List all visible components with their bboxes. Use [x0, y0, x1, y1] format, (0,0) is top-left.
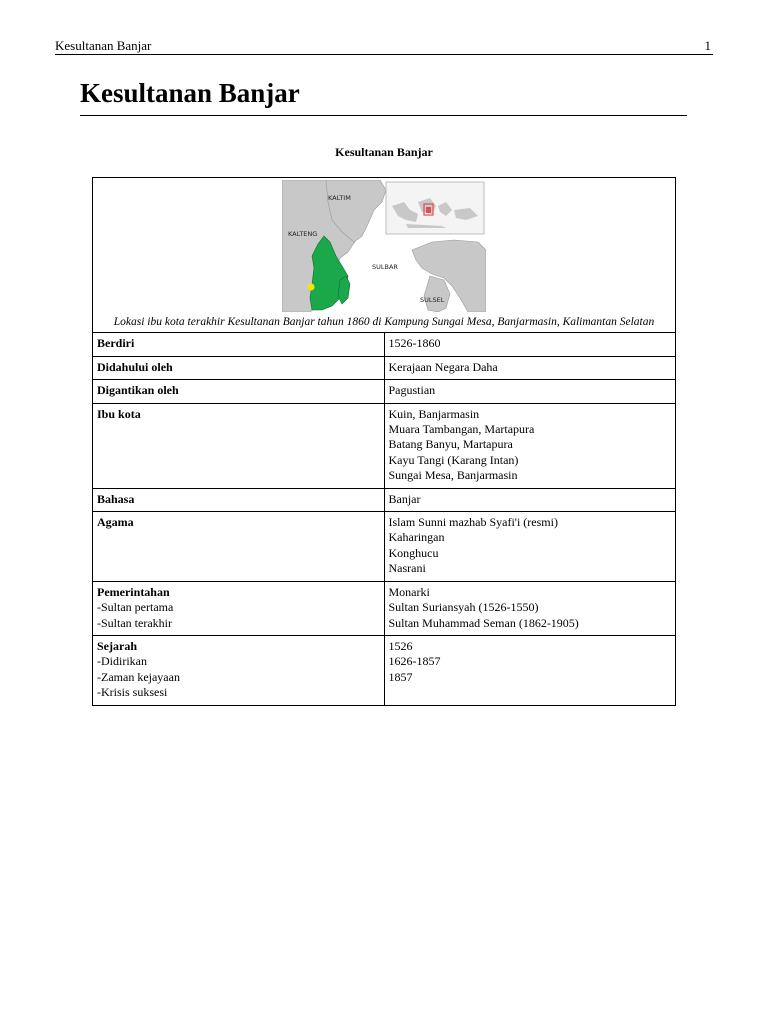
map-capital-marker — [307, 283, 314, 290]
infobox-label-cell — [93, 488, 385, 511]
infobox-row-value: 1526-1860 — [388, 336, 441, 351]
infobox-value-cell — [384, 356, 676, 379]
map-caption: Lokasi ibu kota terakhir Kesultanan Banjar tahun 1860 di Kampung Sungai Mesa, Banjarmasin, Kalimantan Selatan — [113, 316, 655, 328]
infobox-row-berdiri — [93, 333, 676, 356]
infobox-label-cell — [93, 403, 385, 488]
map-label-kalteng: KALTENG — [288, 230, 318, 238]
infobox-label-cell — [93, 581, 385, 635]
infobox-value-cell — [384, 403, 676, 488]
infobox-table — [92, 177, 676, 706]
infobox-row-value: Nasrani — [388, 561, 426, 576]
infobox-value-cell — [384, 635, 676, 705]
infobox-row-pemerintahan — [93, 581, 676, 635]
location-map — [282, 180, 486, 312]
infobox-row-sublabel: -Krisis suksesi — [97, 685, 168, 700]
infobox-row-sublabel: -Didirikan — [97, 654, 147, 669]
infobox-row-label: Agama — [97, 515, 134, 530]
infobox-value-cell — [384, 333, 676, 356]
infobox-row-label: Digantikan oleh — [97, 383, 179, 398]
infobox-row-value: 1857 — [388, 669, 413, 684]
infobox-value-cell — [384, 488, 676, 511]
infobox-row-didahului — [93, 356, 676, 379]
map-label-kaltim: KALTIM — [328, 194, 351, 202]
infobox-row-label: Ibu kota — [97, 406, 141, 421]
infobox-row-value: Konghucu — [388, 545, 439, 560]
infobox-label-cell — [93, 512, 385, 582]
infobox-row-value: Batang Banyu, Martapura — [388, 437, 513, 452]
infobox-map-row — [93, 178, 676, 333]
infobox-label-cell — [93, 356, 385, 379]
infobox-caption: Kesultanan Banjar — [335, 145, 433, 159]
article-title: Kesultanan Banjar — [80, 78, 687, 116]
map-label-sulbar: SULBAR — [372, 263, 398, 271]
infobox-row-digantikan — [93, 380, 676, 403]
infobox-row-sublabel: -Zaman kejayaan — [97, 669, 180, 684]
infobox-value-cell — [384, 380, 676, 403]
infobox-row-label: Berdiri — [97, 336, 135, 351]
infobox-row-agama — [93, 512, 676, 582]
infobox-row-value: Sultan Muhammad Seman (1862-1905) — [388, 615, 579, 630]
infobox-row-value: Kayu Tangi (Karang Intan) — [388, 452, 519, 467]
infobox-value-cell — [384, 581, 676, 635]
running-header — [55, 38, 713, 55]
infobox-row-value: Pagustian — [388, 383, 436, 398]
infobox-row-value: Monarki — [388, 584, 430, 599]
infobox-row-label: Pemerintahan — [97, 584, 170, 599]
map-label-sulsel: SULSEL — [420, 296, 445, 304]
infobox-row-label: Didahului oleh — [97, 359, 173, 374]
infobox-row-value: Banjar — [388, 491, 421, 506]
infobox-row-label: Sejarah — [97, 638, 137, 653]
infobox-row-value: Kuin, Banjarmasin — [388, 406, 480, 421]
infobox-label-cell — [93, 333, 385, 356]
infobox-value-cell — [384, 512, 676, 582]
infobox-row-value: Islam Sunni mazhab Syafi'i (resmi) — [388, 515, 558, 530]
page-number: 1 — [704, 38, 711, 53]
infobox-row-value: Kaharingan — [388, 530, 445, 545]
infobox-row-value: 1626-1857 — [388, 654, 441, 669]
location-map-svg — [282, 180, 486, 312]
infobox-row-bahasa — [93, 488, 676, 511]
infobox-row-sublabel: -Sultan pertama — [97, 600, 174, 615]
running-header-title: Kesultanan Banjar — [55, 38, 152, 53]
infobox-row-ibu-kota — [93, 403, 676, 488]
infobox-row-sejarah — [93, 635, 676, 705]
infobox-row-value: Sungai Mesa, Banjarmasin — [388, 468, 518, 483]
infobox-row-sublabel: -Sultan terakhir — [97, 615, 172, 630]
infobox-row-label: Bahasa — [97, 491, 135, 506]
infobox-row-value: Sultan Suriansyah (1526-1550) — [388, 600, 539, 615]
infobox-row-value: Kerajaan Negara Daha — [388, 359, 498, 374]
infobox-label-cell — [93, 380, 385, 403]
map-inset-highlight-fill — [426, 207, 431, 213]
infobox-row-value: Muara Tambangan, Martapura — [388, 422, 535, 437]
infobox-label-cell — [93, 635, 385, 705]
infobox-map-cell — [93, 178, 676, 333]
infobox-row-value: 1526 — [388, 638, 413, 653]
